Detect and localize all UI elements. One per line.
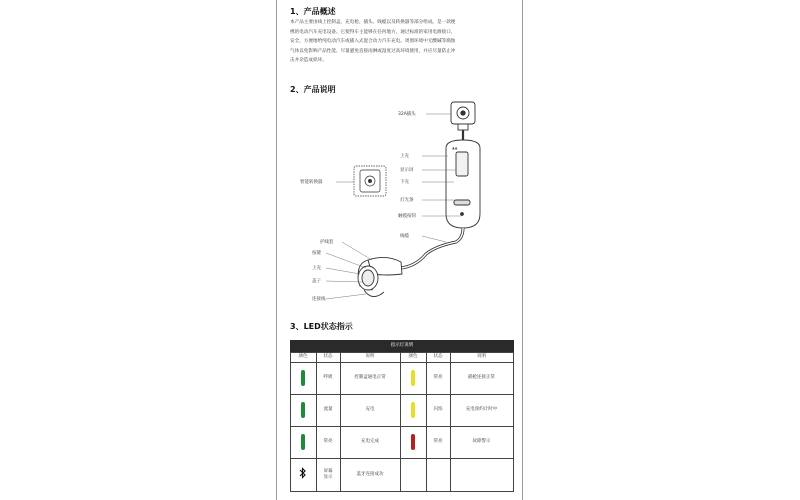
- led-red: [411, 434, 415, 450]
- paragraph-line: 安全、方便地给纯电动汽车或插入式混合动力汽车充电。周围环境中无酸碱等腐蚀: [290, 39, 456, 45]
- desc-cell: 充电完成: [361, 439, 379, 444]
- paragraph-line: 本产品主要由线上控制盒、充电枪、插头、线缆以及转换器等部分组成。是一款便: [290, 20, 456, 25]
- desc-cell: 故障警示: [472, 439, 491, 444]
- label-upper-shell: 上壳: [400, 154, 409, 159]
- desc-cell: 控制盒通电正常: [354, 375, 386, 380]
- label-lower-shell: 下壳: [400, 180, 409, 185]
- paragraph-line: 携的电动汽车充电设备。它使得车主能够在任何地方，通过标准的家用电源接口，: [290, 29, 456, 35]
- label-cable: 线缆: [400, 234, 409, 239]
- label-connection-line: 连接线: [312, 297, 326, 302]
- led-status-table: [290, 340, 514, 492]
- label-plug: 32A插头: [398, 112, 416, 117]
- label-gun-upper-shell: 上壳: [312, 266, 321, 271]
- led-green: [301, 434, 305, 450]
- table-border: [400, 352, 401, 492]
- header-state: 状态: [323, 354, 333, 359]
- table-border: [290, 491, 514, 492]
- charging-gun-illustration: [358, 257, 402, 296]
- state-line: 显示: [323, 474, 333, 480]
- header-desc: 说明: [365, 354, 375, 359]
- label-light-strip: 灯光条: [400, 198, 414, 203]
- section-title-overview: 1、产品概述: [290, 7, 336, 16]
- header-color: 颜色: [408, 354, 418, 359]
- plug-illustration: [451, 102, 475, 142]
- label-guard-ring: 护线套: [320, 240, 334, 245]
- left-border: [276, 0, 277, 500]
- header-state: 状态: [433, 354, 443, 359]
- desc-cell: 蓝牙连接成功: [356, 471, 384, 477]
- led-green: [301, 402, 305, 418]
- state-cell: 常亮: [433, 439, 443, 444]
- label-button: 按键: [312, 251, 321, 256]
- converter-illustration: [354, 166, 386, 196]
- overview-paragraph: [290, 18, 514, 66]
- section-title-led: 3、LED状态指示: [290, 322, 353, 331]
- label-converter: 智能转换器: [300, 180, 323, 185]
- paragraph-line: 气体以免影响产品性能。尽量避免直接雨淋或湿度过高环境使用，并应尽量防止冲: [290, 48, 456, 54]
- table-title: 指示灯说明: [290, 340, 514, 352]
- label-cover: 盖子: [312, 279, 321, 284]
- label-touch-button: 触摸按钮: [398, 214, 416, 219]
- right-border: [522, 0, 523, 500]
- paragraph-line: 击并杂造成损坏。: [290, 58, 327, 64]
- led-green: [301, 370, 305, 386]
- desc-cell: 充电预约计时中: [465, 407, 498, 412]
- state-cell: 流量: [323, 407, 333, 412]
- state-cell: [316, 458, 340, 491]
- header-color: 颜色: [298, 354, 308, 359]
- svg-text:▲▲: ▲▲: [452, 146, 458, 150]
- control-box-illustration: [446, 140, 480, 228]
- desc-cell: 充电: [365, 407, 375, 412]
- led-yellow: [411, 370, 415, 386]
- led-yellow: [411, 402, 415, 418]
- state-cell: 常亮: [323, 439, 333, 444]
- header-desc: 说明: [477, 354, 486, 359]
- section-title-product: 2、产品说明: [290, 85, 336, 94]
- label-display: 显示屏: [400, 168, 414, 173]
- state-cell: 呼吸: [323, 375, 333, 380]
- bluetooth-icon: [299, 466, 307, 480]
- table-border: [513, 352, 514, 492]
- cable-illustration: [401, 228, 463, 268]
- state-cell: 闪烁: [433, 407, 443, 412]
- state-cell: 常亮: [433, 375, 443, 380]
- desc-cell: 插枪连接正常: [468, 375, 495, 380]
- state-line: 屏幕: [323, 468, 333, 474]
- table-border: [290, 352, 291, 492]
- manual-page: [286, 0, 514, 500]
